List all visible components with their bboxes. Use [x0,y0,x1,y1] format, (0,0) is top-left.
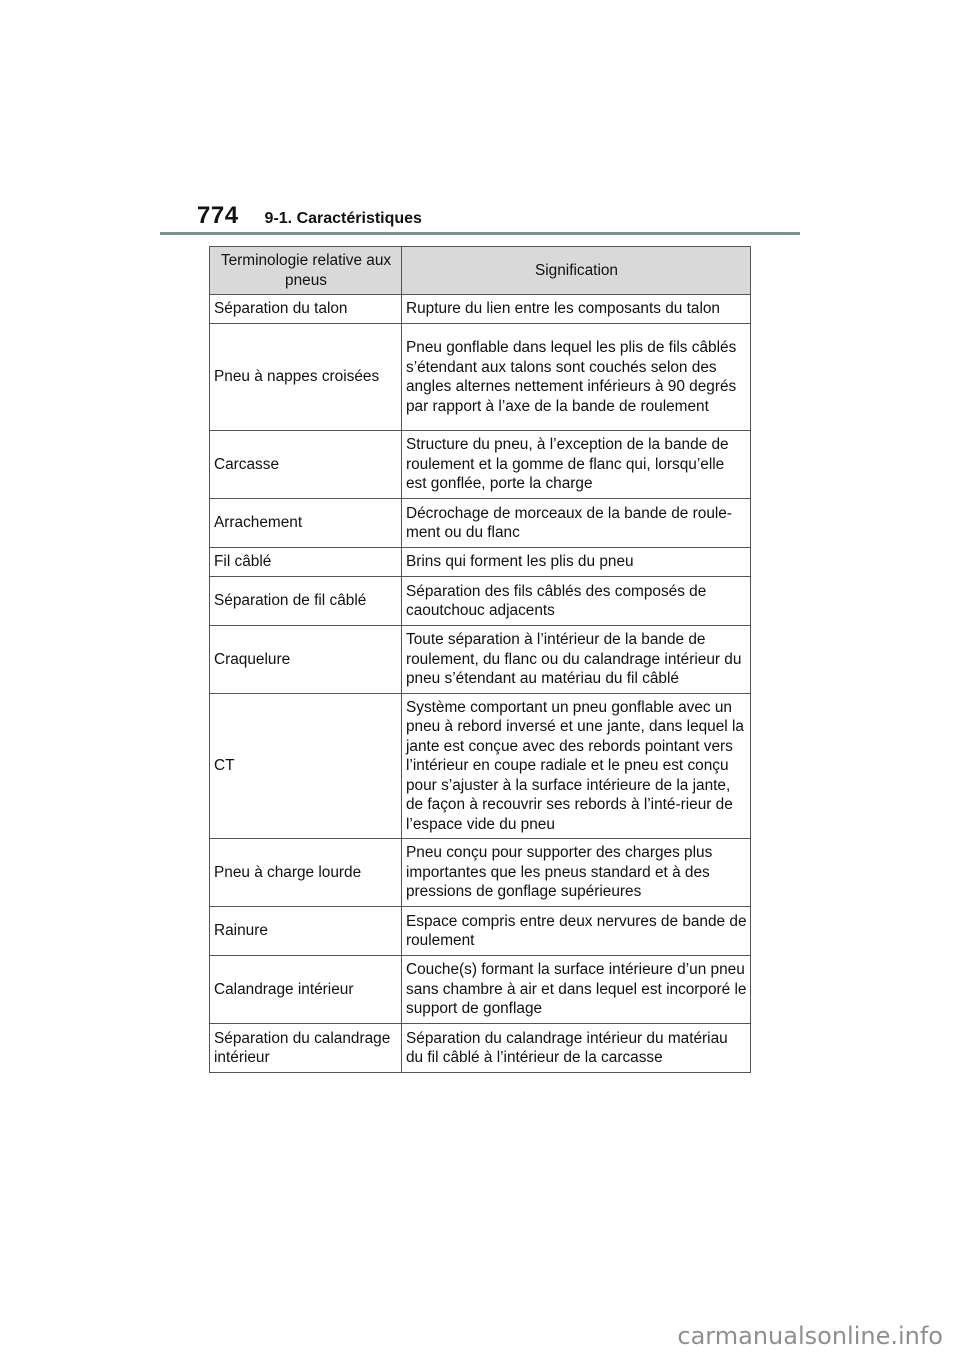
table-row [210,577,751,626]
term-cell: Fil câblé [210,548,402,577]
term-cell: Calandrage intérieur [210,956,402,1024]
table-row [210,626,751,694]
term-cell: CT [210,694,402,839]
table-row [210,907,751,956]
term-cell: Craquelure [210,626,402,694]
table-row [210,694,751,839]
table-row [210,324,751,431]
meaning-cell: Toute séparation à l’intérieur de la bande de roulement, du flanc ou du calandrage intérieur du pneu s’étendant au matériau du fil câblé [402,626,751,694]
term-cell: Rainure [210,907,402,956]
term-cell: Séparation de fil câblé [210,577,402,626]
section-title: 9-1. Caractéristiques [264,210,422,227]
meaning-cell: Séparation des fils câblés des composés de caoutchouc adjacents [402,577,751,626]
page-number: 774 [197,202,239,229]
table-row [210,499,751,548]
term-cell: Séparation du talon [210,295,402,324]
tire-terminology-table [209,246,751,1073]
table-row [210,956,751,1024]
table-row [210,1024,751,1073]
table-header-row [210,247,751,295]
meaning-cell: Système comportant un pneu gonflable avec un pneu à rebord inversé et une jante, dans lequel la jante est conçue avec des rebords pointant vers l’intérieur en coupe radiale et le pneu est conçu pour s’ajuster à la surface intérieure de la jante, de façon à recouvrir ses rebords à l’inté-rieur de l’espace vide du pneu [402,694,751,839]
meaning-cell: Pneu conçu pour supporter des charges plus importantes que les pneus standard et à des pressions de gonflage supérieures [402,839,751,907]
table-row [210,548,751,577]
table-row [210,431,751,499]
term-cell: Pneu à nappes croisées [210,324,402,431]
table-row [210,839,751,907]
watermark: carmanualsonline.info [677,1322,943,1350]
meaning-cell: Brins qui forment les plis du pneu [402,548,751,577]
meaning-cell: Séparation du calandrage intérieur du matériau du fil câblé à l’intérieur de la carcasse [402,1024,751,1073]
term-cell: Séparation du calandrage intérieur [210,1024,402,1073]
term-cell: Carcasse [210,431,402,499]
column-header-term: Terminologie relative aux pneus [210,247,402,295]
meaning-cell: Espace compris entre deux nervures de bande de roulement [402,907,751,956]
meaning-cell: Pneu gonflable dans lequel les plis de fils câblés s’étendant aux talons sont couchés selon des angles alternes nettement inférieurs à 90 degrés par rapport à l’axe de la bande de roulement [402,324,751,431]
table-row [210,295,751,324]
meaning-cell: Couche(s) formant la surface intérieure d’un pneu sans chambre à air et dans lequel est incorporé le support de gonflage [402,956,751,1024]
term-cell: Arrachement [210,499,402,548]
meaning-cell: Rupture du lien entre les composants du talon [402,295,751,324]
term-cell: Pneu à charge lourde [210,839,402,907]
column-header-meaning: Signification [402,247,751,295]
page-header [197,202,422,230]
meaning-cell: Décrochage de morceaux de la bande de roule-ment ou du flanc [402,499,751,548]
header-divider [160,232,800,235]
meaning-cell: Structure du pneu, à l’exception de la bande de roulement et la gomme de flanc qui, lorsqu’elle est gonflée, porte la charge [402,431,751,499]
